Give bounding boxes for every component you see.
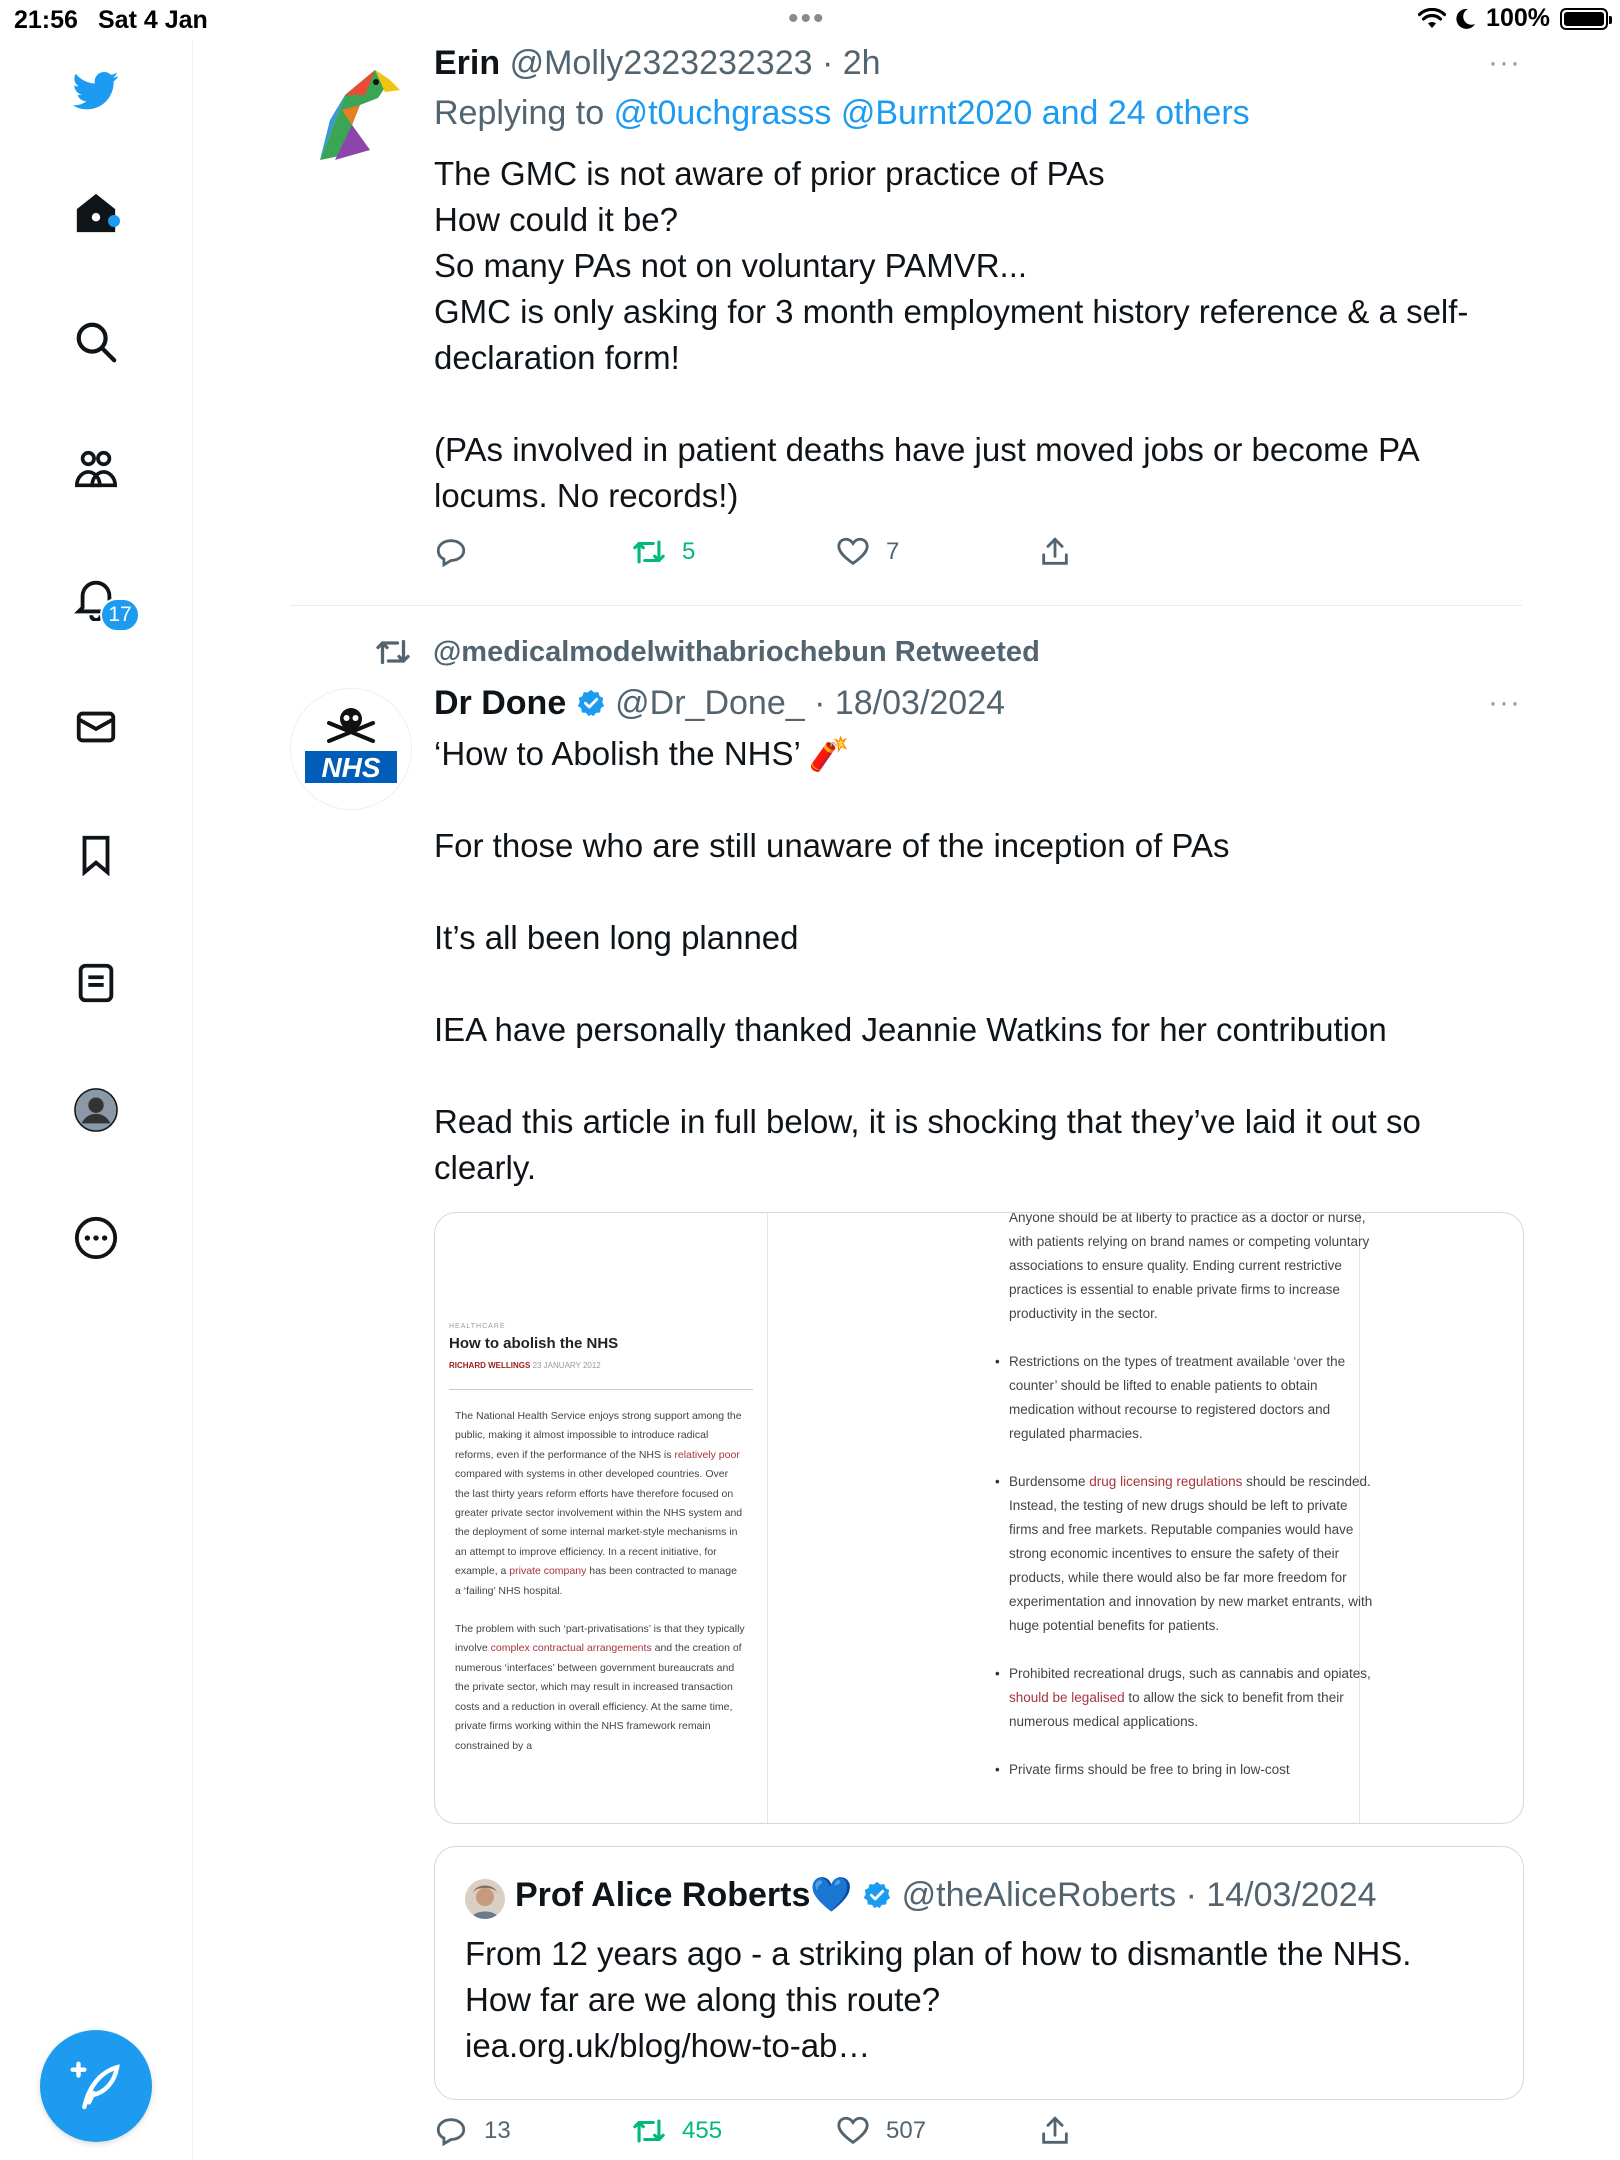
bookmark-icon[interactable]: [66, 825, 126, 885]
article-paragraph: The National Health Service enjoys strong support among the public, making it almost impossible to introduce radical reforms, even if the performance of the NHS is relatively poor compared with systems in other developed countries. Over the last thirty years reform efforts have therefore focused on greater private sector involvement within the NHS system and the deployment of some internal market-style mechanisms in an attempt to improve efficiency. In a recent initiative, for example, a private company has been contracted to manage a ‘failing’ NHS hospital.: [455, 1410, 743, 1597]
article-author-name: RICHARD WELLINGS: [449, 1361, 531, 1370]
tweet1-time[interactable]: · 2h: [821, 44, 881, 82]
article-rule: [449, 1389, 753, 1390]
retweet-small-icon: [375, 634, 411, 670]
tweet1-line: How could it be?: [434, 201, 678, 238]
quoted-line: From 12 years ago - a striking plan of how to dismantle the NHS.: [465, 1935, 1412, 1972]
tweet1-line: (PAs involved in patient deaths have just moved jobs or become PA locums. No records!): [434, 431, 1418, 514]
article-right-paragraph: Anyone should be at liberty to practice as a doctor or nurse, with patients relying on brand names or competing voluntary associations to ensure quality. Ending current restrictive practices is essential to enable private firms to increase productivity in the sector.: [1009, 1212, 1370, 1321]
reply-icon: [434, 2114, 468, 2148]
tweet2-like-count: 507: [886, 2117, 927, 2144]
tweet2-reply-button[interactable]: [434, 2114, 511, 2148]
retweet-icon: [632, 2114, 666, 2148]
alice-roberts-avatar: [465, 1879, 505, 1919]
tweet1-more-button[interactable]: ···: [1488, 46, 1521, 79]
tweet2-header: [434, 684, 1005, 723]
quoted-link[interactable]: iea.org.uk/blog/how-to-ab…: [465, 2027, 871, 2064]
tweet2-share-button[interactable]: [1038, 2114, 1072, 2148]
status-time: 21:56: [14, 6, 78, 34]
tweet2-like-button[interactable]: [836, 2114, 926, 2148]
share-icon: [1038, 2114, 1072, 2148]
retweet-icon: [632, 535, 666, 569]
tweet-divider: [290, 605, 1522, 606]
erin-avatar[interactable]: [290, 50, 412, 172]
status-bar: [0, 0, 1620, 40]
article-bullet: • Burdensome drug licensing regulations should be rescinded. Instead, the testing of new drugs should be left to private firms and free markets. Reputable companies would have strong economic incentives to ensure the safety of their products, while there would also be far more freedom for experimentation and innovation by new market entrants, with huge potential benefits for patients.: [1009, 1470, 1373, 1638]
more-circle-icon[interactable]: [66, 1208, 126, 1268]
tweet2-more-button[interactable]: ···: [1488, 686, 1521, 719]
sidebar: [0, 40, 193, 2160]
tweet2-text: [434, 731, 1524, 1191]
tweet1-author-name[interactable]: Erin: [434, 44, 501, 82]
quoted-handle: @theAliceRoberts: [901, 1876, 1177, 1914]
tweet1-handle[interactable]: @Molly2323232323: [509, 44, 813, 82]
article-title: How to abolish the NHS: [449, 1335, 619, 1352]
article-bullet: • Private firms should be free to bring in low-cost: [1009, 1758, 1373, 1782]
wifi-icon: [1418, 8, 1446, 30]
tweet2-blank-line: [434, 1053, 1524, 1099]
lists-icon[interactable]: [66, 953, 126, 1013]
tweet1-blank-line: [434, 381, 1524, 427]
moon-icon: [1456, 8, 1476, 30]
battery-icon: [1560, 8, 1608, 30]
article-paragraph: The problem with such ‘part-privatisations’ is that they typically involve complex contractual arrangements and the creation of numerous ‘interfaces’ between government bureaucrats and the private sector, which may result in increased transaction costs and a reduction in overall efficiency. At the same time, private firms working within the NHS framework remain constrained by a: [455, 1623, 745, 1752]
dr-done-avatar[interactable]: [290, 688, 412, 810]
tweet2-line: Read this article in full below, it is shocking that they’ve laid it out so clearly.: [434, 1103, 1421, 1186]
status-date: Sat 4 Jan: [98, 6, 208, 34]
tweet1-line: So many PAs not on voluntary PAMVR...: [434, 247, 1028, 284]
tweet2-blank-line: [434, 777, 1524, 823]
verified-badge-icon: [862, 1880, 892, 1910]
tweet1-reply-button[interactable]: [434, 535, 468, 569]
retweeted-banner[interactable]: [375, 634, 1040, 670]
tweet2-time[interactable]: · 18/03/2024: [814, 684, 1006, 722]
tweet1-like-count: 7: [886, 538, 900, 565]
article-kicker: HEALTHCARE: [449, 1323, 506, 1330]
quoted-time: · 14/03/2024: [1185, 1876, 1377, 1914]
avatar-nhs-text: NHS: [321, 752, 381, 783]
tweet2-actions: [434, 2114, 1094, 2158]
search-icon[interactable]: [66, 312, 126, 372]
communities-icon[interactable]: [66, 440, 126, 500]
home-icon[interactable]: [66, 183, 126, 243]
tweet2-author-name[interactable]: Dr Done: [434, 684, 567, 722]
tweet1-retweet-count: 5: [682, 538, 696, 565]
article-right-body: [1009, 1212, 1373, 1806]
tweet2-article-image[interactable]: [434, 1212, 1524, 1824]
heart-icon: [836, 2114, 870, 2148]
replying-to-users-link[interactable]: @t0uchgrasss @Burnt2020 and 24 others: [613, 94, 1250, 132]
tweet2-blank-line: [434, 869, 1524, 915]
quoted-line: How far are we along this route?: [465, 1981, 941, 2018]
profile-avatar-icon[interactable]: [66, 1080, 126, 1140]
tweet2-retweet-button[interactable]: [632, 2114, 722, 2148]
messages-envelope-icon[interactable]: [66, 697, 126, 757]
multitasking-dots-icon[interactable]: •••: [788, 2, 826, 35]
notifications-badge: 17: [100, 598, 140, 632]
tweet2-line: IEA have personally thanked Jeannie Watkins for her contribution: [434, 1011, 1387, 1048]
tweet2-reply-count: 13: [484, 2117, 511, 2144]
twitter-logo-icon[interactable]: [66, 60, 126, 120]
reply-icon: [434, 535, 468, 569]
battery-percent: 100%: [1486, 4, 1550, 32]
tweet2-line: For those who are still unaware of the inception of PAs: [434, 827, 1230, 864]
tweet1-text: [434, 151, 1524, 519]
tweet1-share-button[interactable]: [1038, 535, 1072, 569]
compose-tweet-button[interactable]: [40, 2030, 152, 2142]
article-bullet: • Prohibited recreational drugs, such as cannabis and opiates, should be legalised to allow the sick to benefit from their numerous medical applications.: [1009, 1662, 1373, 1734]
verified-badge-icon: [576, 688, 606, 718]
quoted-author-name: Prof Alice Roberts💙: [515, 1876, 853, 1914]
quoted-tweet-text: [465, 1931, 1495, 2069]
tweet1-actions: [434, 535, 1094, 579]
tweet2-retweet-count: 455: [682, 2117, 723, 2144]
quoted-tweet[interactable]: [434, 1846, 1524, 2100]
tweet1-header: [434, 44, 881, 83]
tweet2-line: It’s all been long planned: [434, 919, 799, 956]
heart-icon: [836, 535, 870, 569]
replying-to-label: Replying to: [434, 94, 605, 132]
compose-icon: [68, 2058, 124, 2114]
article-author: [449, 1361, 601, 1370]
article-body: [455, 1407, 745, 1775]
tweet1-line: GMC is only asking for 3 month employment history reference & a self-declaration form!: [434, 293, 1469, 376]
status-indicators: [1418, 4, 1608, 33]
tweet2-blank-line: [434, 961, 1524, 1007]
tweet1-line: The GMC is not aware of prior practice of PAs: [434, 155, 1105, 192]
article-date: 23 JANUARY 2012: [532, 1361, 601, 1370]
article-bullets: [1009, 1350, 1373, 1782]
quoted-tweet-header: [515, 1875, 1377, 1915]
share-icon: [1038, 535, 1072, 569]
home-unread-dot: [108, 215, 120, 227]
tweet2-line: ‘How to Abolish the NHS’ 🧨: [434, 735, 850, 772]
retweeted-by-text: @medicalmodelwithabriochebun Retweeted: [433, 635, 1040, 668]
tweet2-handle[interactable]: @Dr_Done_: [615, 684, 805, 722]
tweet1-retweet-button[interactable]: [632, 535, 695, 569]
tweet1-replying-to: [434, 94, 1250, 133]
tweet1-like-button[interactable]: [836, 535, 899, 569]
article-bullet: • Restrictions on the types of treatment available ‘over the counter’ should be lifted to enable patients to obtain medication without recourse to registered doctors and regulated pharmacies.: [1009, 1350, 1373, 1446]
